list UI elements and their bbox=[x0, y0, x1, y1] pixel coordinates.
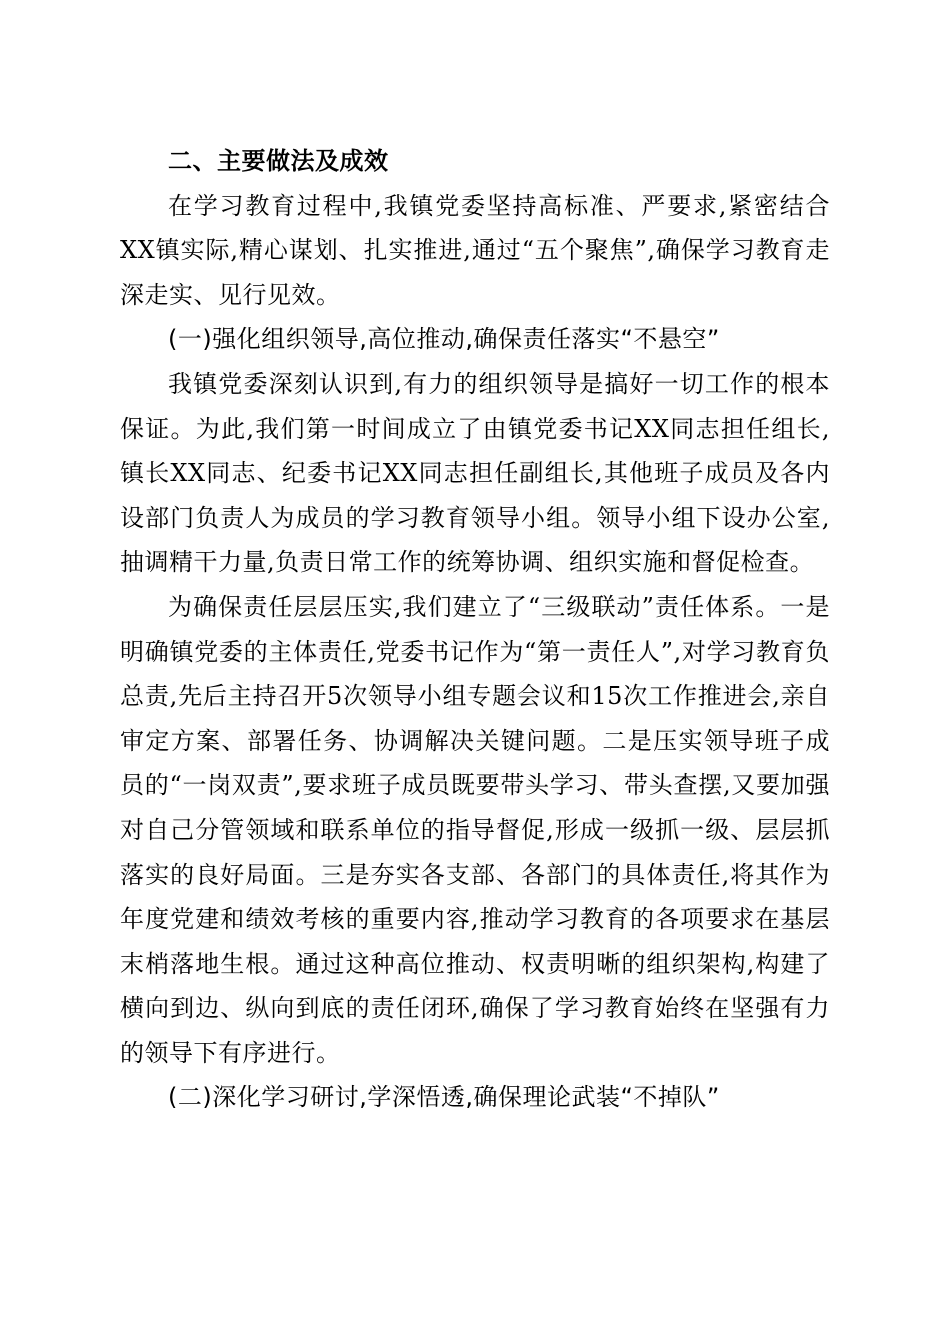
intro-paragraph: 在学习教育过程中,我镇党委坚持高标准、严要求,紧密结合XX镇实际,精心谋划、扎实推进,通过“五个聚焦”,确保学习教育走深走实、见行见效。 bbox=[120, 191, 830, 309]
subheading-1: (一)强化组织领导,高位推动,确保责任落实“不悬空” bbox=[168, 325, 720, 354]
section-heading: 二、主要做法及成效 bbox=[168, 147, 389, 175]
subheading-2: (二)深化学习研讨,学深悟透,确保理论武装“不掉队” bbox=[168, 1083, 720, 1112]
paragraph-1: 我镇党委深刻认识到,有力的组织领导是搞好一切工作的根本保证。为此,我们第一时间成立了由镇党委书记XX同志担任组长,镇长XX同志、纪委书记XX同志担任副组长,其他班子成员及各内设部门负责人为成员的学习教育领导小组。领导小组下设办公室,抽调精干力量,负责日常工作的统筹协调、组织实施和督促检查。 bbox=[120, 369, 830, 577]
paragraph-2: 为确保责任层层压实,我们建立了“三级联动”责任体系。一是明确镇党委的主体责任,党委书记作为“第一责任人”,对学习教育负总责,先后主持召开5次领导小组专题会议和15次工作推进会,亲自审定方案、部署任务、协调解决关键问题。二是压实领导班子成员的“一岗双责”,要求班子成员既要带头学习、带头查摆,又要加强对自己分管领域和联系单位的指导督促,形成一级抓一级、层层抓落实的良好局面。三是夯实各支部、各部门的具体责任,将其作为年度党建和绩效考核的重要内容,推动学习教育的各项要求在基层末梢落地生根。通过这种高位推动、权责明晰的组织架构,构建了横向到边、纵向到底的责任闭环,确保了学习教育始终在坚强有力的领导下有序进行。 bbox=[120, 592, 830, 1067]
document-body bbox=[120, 139, 830, 1120]
